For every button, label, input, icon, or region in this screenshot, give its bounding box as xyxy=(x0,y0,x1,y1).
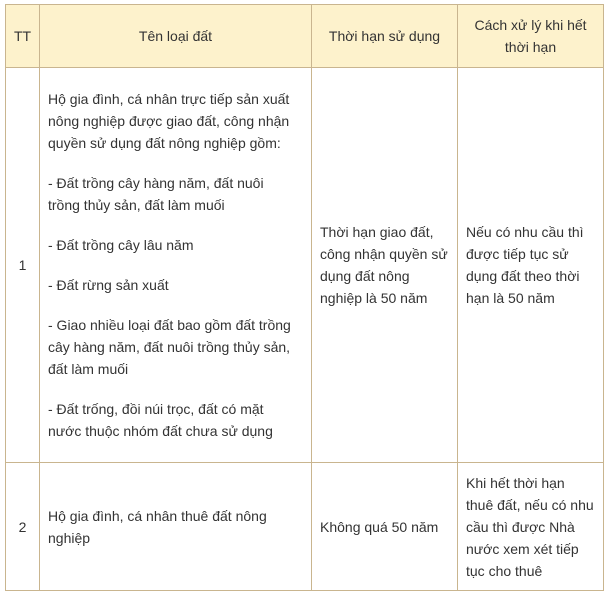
header-tt: TT xyxy=(6,5,40,68)
header-land-type: Tên loại đất xyxy=(40,5,312,68)
land-type-paragraph: Hộ gia đình, cá nhân thuê đất nông nghiệp xyxy=(48,507,267,546)
row-2-tt: 2 xyxy=(6,463,40,591)
row-2-duration: Không quá 50 năm xyxy=(312,463,458,591)
row-1-handling: Nếu có nhu cầu thì được tiếp tục sử dụng đất theo thời hạn là 50 năm xyxy=(458,68,604,463)
header-duration: Thời hạn sử dụng xyxy=(312,5,458,68)
table-header xyxy=(6,5,604,68)
row-2-handling: Khi hết thời hạn thuê đất, nếu có nhu cầu thì được Nhà nước xem xét tiếp tục cho thuê xyxy=(458,463,604,591)
table-body xyxy=(6,68,604,591)
header-handling-text: Cách xử lý khi hết thời hạn xyxy=(474,17,587,55)
table-row xyxy=(6,68,604,463)
land-type-paragraph: - Giao nhiều loại đất bao gồm đất trồng cây hàng năm, đất nuôi trồng thủy sản, đất làm muối xyxy=(48,317,291,377)
header-row xyxy=(6,5,604,68)
row-1-duration: Thời hạn giao đất, công nhận quyền sử dụng đất nông nghiệp là 50 năm xyxy=(312,68,458,463)
land-use-table xyxy=(5,4,604,591)
table-row xyxy=(6,463,604,591)
land-type-paragraph: - Đất trống, đồi núi trọc, đất có mặt nước thuộc nhóm đất chưa sử dụng xyxy=(48,401,273,439)
land-type-paragraph: - Đất trồng cây lâu năm xyxy=(48,237,194,253)
row-2-land-type xyxy=(40,463,312,591)
land-type-paragraph: - Đất trồng cây hàng năm, đất nuôi trồng thủy sản, đất làm muối xyxy=(48,175,264,213)
land-type-paragraph: Hộ gia đình, cá nhân trực tiếp sản xuất nông nghiệp được giao đất, công nhận quyền sử dụng đất nông nghiệp gồm: xyxy=(48,91,290,151)
row-1-tt: 1 xyxy=(6,68,40,463)
header-handling xyxy=(458,5,604,68)
row-1-land-type xyxy=(40,68,312,463)
land-type-paragraph: - Đất rừng sản xuất xyxy=(48,277,169,293)
